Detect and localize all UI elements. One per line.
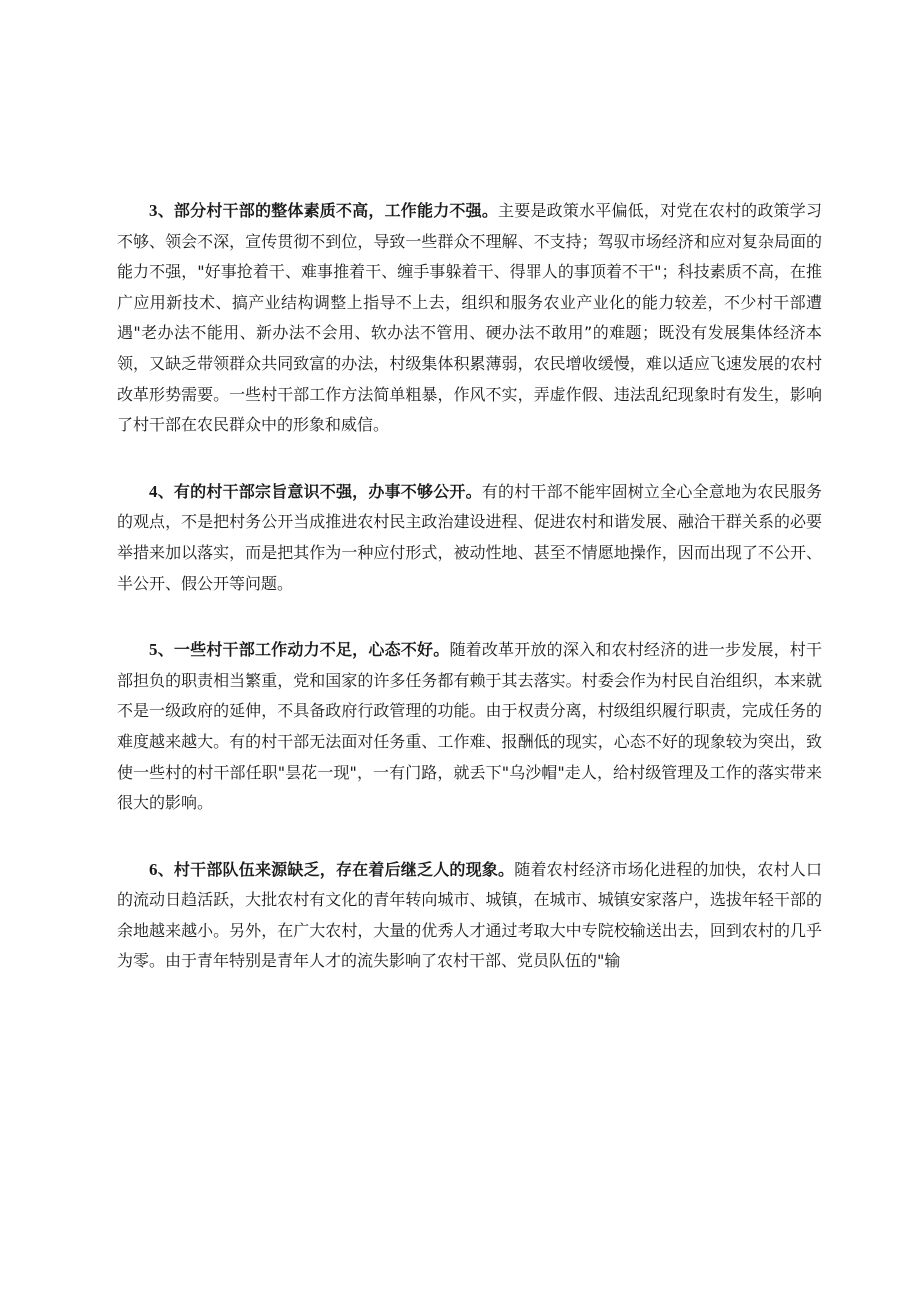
paragraph-lead-sentence: 、有的村干部宗旨意识不强，办事不够公开。 <box>157 481 482 501</box>
paragraph-3 <box>117 196 822 441</box>
paragraph-6 <box>117 855 822 977</box>
paragraph-number: 5 <box>149 640 158 660</box>
paragraph-number: 3 <box>149 201 158 220</box>
paragraph-lead-sentence: 、村干部队伍来源缺乏，存在着后继乏人的现象。 <box>157 859 515 879</box>
document-page <box>117 196 822 1013</box>
paragraph-body: 随着改革开放的深入和农村经济的进一步发展，村干部担负的职责相当繁重，党和国家的许多任务都有赖于其去落实。村委会作为村民自治组织，本来就不是一级政府的延伸，不具备政府行政管理的功能。由于权责分离，村级组织履行职责，完成任务的难度越来越大。有的村干部无法面对任务重、工作难、报酬低的现实，心态不好的现象较为突出，致使一些村的村干部任职"昙花一现"，一有门路，就丢下"乌沙帽"走人，给村级管理及工作的落实带来很大的影响。 <box>117 640 822 813</box>
paragraph-number: 6 <box>149 859 158 879</box>
paragraph-4 <box>117 477 822 599</box>
paragraph-body: 主要是政策水平偏低，对党在农村的政策学习不够、领会不深，宣传贯彻不到位，导致一些群众不理解、不支持；驾驭市场经济和应对复杂局面的能力不强，"好事抢着干、难事推着干、缠手事躲着干、得罪人的事顶着不干"；科技素质不高，在推广应用新技术、搞产业结构调整上指导不上去，组织和服务农业产业化的能力较差，不少村干部遭遇"老办法不能用、新办法不会用、软办法不管用、硬办法不敢用”的难题；既没有发展集体经济本领，又缺乏带领群众共同致富的办法，村级集体积累薄弱，农民增收缓慢，难以适应飞速发展的农村改革形势需要。一些村干部工作方法简单粗暴，作风不实，弄虚作假、违法乱纪现象时有发生，影响了村干部在农民群众中的形象和威信。 <box>117 201 822 435</box>
paragraph-lead-sentence: 、一些村干部工作动力不足，心态不好。 <box>157 640 450 660</box>
paragraph-body: 随着农村经济市场化进程的加快，农村人口的流动日趋活跃，大批农村有文化的青年转向城市、城镇，在城市、城镇安家落户，选拔年轻干部的余地越来越小。另外，在广大农村，大量的优秀人才通过考取大中专院校输送出去，回到农村的几乎为零。由于青年特别是青年人才的流失影响了农村干部、党员队伍的"输 <box>117 859 822 971</box>
paragraph-number: 4 <box>149 481 158 501</box>
paragraph-5 <box>117 635 822 819</box>
paragraph-lead-sentence: 、部分村干部的整体素质不高，工作能力不强。 <box>157 201 499 220</box>
paragraph-body: 有的村干部不能牢固树立全心全意地为农民服务的观点，不是把村务公开当成推进农村民主政治建设进程、促进农村和谐发展、融洽干群关系的必要举措来加以落实，而是把其作为一种应付形式，被动性地、甚至不情愿地操作，因而出现了不公开、半公开、假公开等问题。 <box>117 481 822 593</box>
